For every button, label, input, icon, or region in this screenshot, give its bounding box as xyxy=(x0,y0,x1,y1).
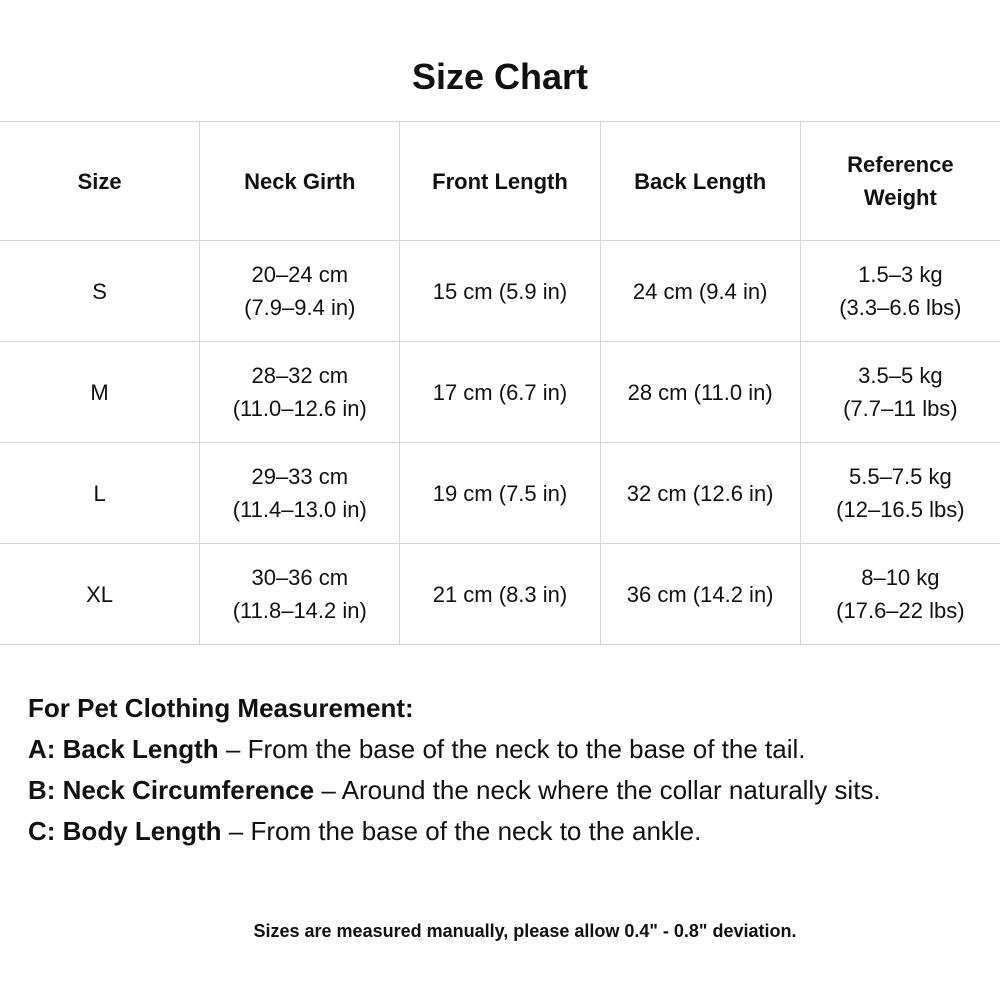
header-neck-girth: Neck Girth xyxy=(200,122,400,241)
measurement-key: B: Neck Circumference xyxy=(28,775,315,805)
neck-girth-cm: 30–36 cm xyxy=(251,565,349,590)
neck-girth-cm: 29–33 cm xyxy=(251,464,349,489)
weight-lbs: (7.7–11 lbs) xyxy=(843,396,958,421)
deviation-footnote: Sizes are measured manually, please allow 0.4" - 0.8" deviation. xyxy=(253,921,797,941)
measurement-item-back-length xyxy=(28,729,988,770)
size-chart-table xyxy=(0,121,1000,645)
weight-kg: 8–10 kg xyxy=(861,565,940,590)
back-length-cell: 32 cm (12.6 in) xyxy=(600,443,800,544)
measurement-item-body-length xyxy=(28,811,988,852)
back-length-cell: 28 cm (11.0 in) xyxy=(600,342,800,443)
weight-kg: 1.5–3 kg xyxy=(858,262,943,287)
neck-girth-in: (11.0–12.6 in) xyxy=(232,396,367,421)
measurement-description: – From the base of the neck to the base of the tail. xyxy=(218,734,806,764)
neck-girth-cm: 20–24 cm xyxy=(251,262,349,287)
measurement-key: C: Body Length xyxy=(28,816,222,846)
header-size: Size xyxy=(0,122,200,241)
table-header-row xyxy=(0,122,1000,241)
reference-weight-cell xyxy=(800,443,1000,544)
back-length-cell: 24 cm (9.4 in) xyxy=(600,241,800,342)
table-row xyxy=(0,544,1000,645)
neck-girth-cell xyxy=(200,443,400,544)
neck-girth-in: (11.4–13.0 in) xyxy=(232,497,367,522)
weight-kg: 5.5–7.5 kg xyxy=(849,464,952,489)
measurement-key: A: Back Length xyxy=(28,734,219,764)
measurement-heading: For Pet Clothing Measurement: xyxy=(28,693,414,723)
reference-weight-cell xyxy=(800,544,1000,645)
table-row xyxy=(0,443,1000,544)
measurement-description: – Around the neck where the collar naturally sits. xyxy=(314,775,881,805)
header-back-length: Back Length xyxy=(600,122,800,241)
measurement-item-neck-circumference xyxy=(28,770,988,811)
size-cell: M xyxy=(0,342,200,443)
page-title: Size Chart xyxy=(411,56,589,97)
reference-weight-cell xyxy=(800,241,1000,342)
front-length-cell: 15 cm (5.9 in) xyxy=(400,241,600,342)
front-length-cell: 21 cm (8.3 in) xyxy=(400,544,600,645)
back-length-cell: 36 cm (14.2 in) xyxy=(600,544,800,645)
header-reference-weight xyxy=(800,122,1000,241)
weight-lbs: (12–16.5 lbs) xyxy=(836,497,965,522)
neck-girth-in: (11.8–14.2 in) xyxy=(232,598,367,623)
header-front-length: Front Length xyxy=(400,122,600,241)
size-cell: S xyxy=(0,241,200,342)
neck-girth-in: (7.9–9.4 in) xyxy=(244,295,356,320)
front-length-cell: 19 cm (7.5 in) xyxy=(400,443,600,544)
weight-kg: 3.5–5 kg xyxy=(858,363,943,388)
reference-weight-cell xyxy=(800,342,1000,443)
measurement-description: – From the base of the neck to the ankle. xyxy=(221,816,702,846)
table-row xyxy=(0,241,1000,342)
header-reference-weight-line-1: Reference xyxy=(847,152,954,177)
table-row xyxy=(0,342,1000,443)
weight-lbs: (17.6–22 lbs) xyxy=(836,598,965,623)
size-cell: XL xyxy=(0,544,200,645)
neck-girth-cell xyxy=(200,241,400,342)
measurement-guide xyxy=(28,688,988,852)
front-length-cell: 17 cm (6.7 in) xyxy=(400,342,600,443)
weight-lbs: (3.3–6.6 lbs) xyxy=(839,295,962,320)
neck-girth-cell xyxy=(200,544,400,645)
neck-girth-cell xyxy=(200,342,400,443)
neck-girth-cm: 28–32 cm xyxy=(251,363,349,388)
header-reference-weight-line-2: Weight xyxy=(863,185,937,210)
size-cell: L xyxy=(0,443,200,544)
